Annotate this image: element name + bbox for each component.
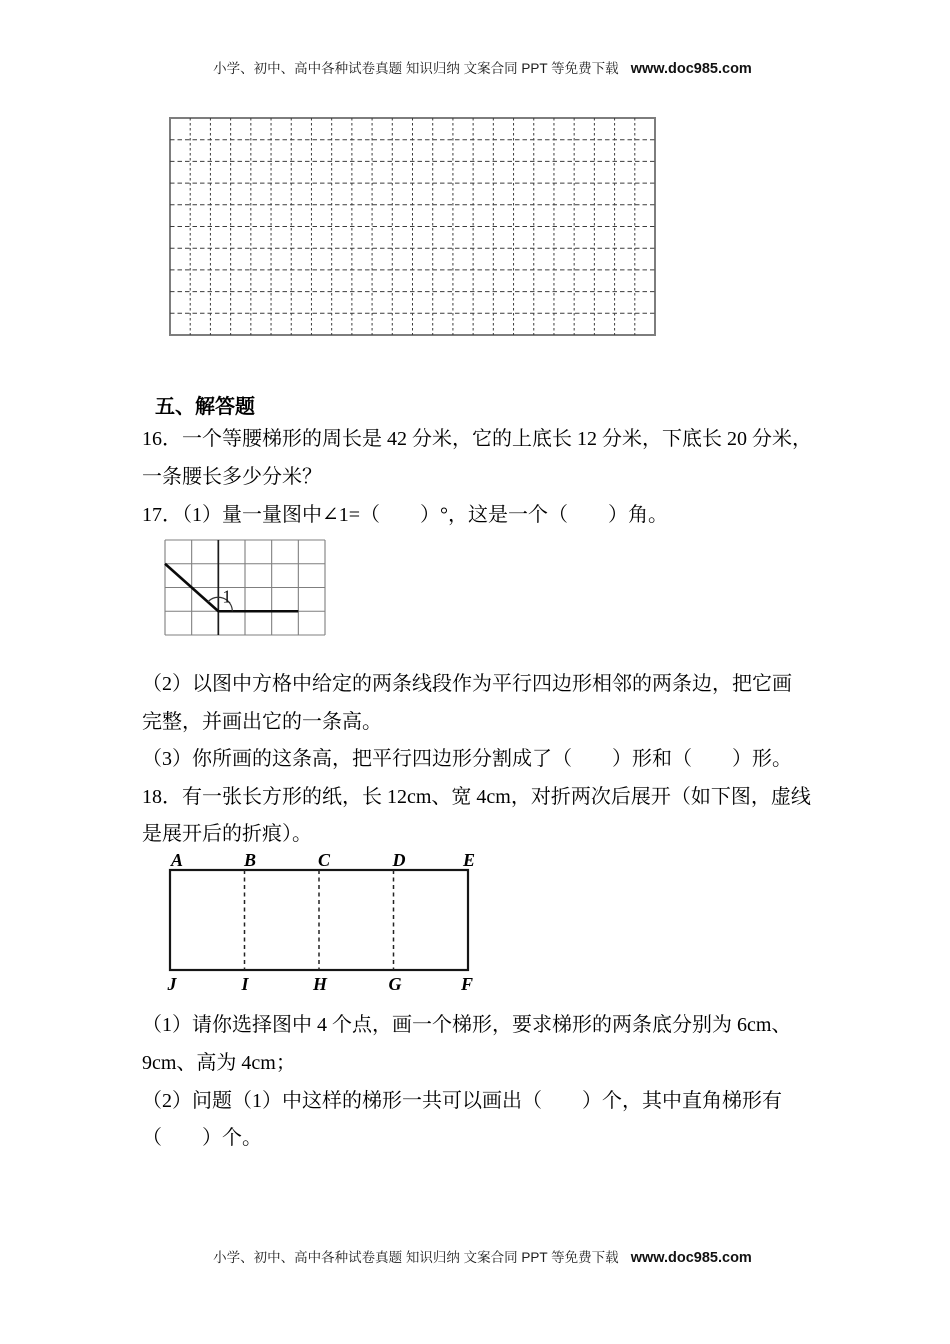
q18-part2-line1: （2）问题（1）中这样的梯形一共可以画出（ ）个，其中直角梯形有 xyxy=(142,1090,782,1112)
vertex-label-C: C xyxy=(317,850,331,870)
footer-text: 小学、初中、高中各种试卷真题 知识归纳 文案合同 PPT 等免费下载 xyxy=(213,1250,619,1265)
footer-site-link[interactable]: www.doc985.com xyxy=(630,1250,752,1266)
q17-part2-text-line1: （2）以图中方格中给定的两条线段作为平行四边形相邻的两条边，把它画 xyxy=(142,673,792,695)
q16-text-line2: 一条腰长多少分米？ xyxy=(142,466,322,488)
vertex-label-I: I xyxy=(241,974,249,994)
section-title: 五、解答题 xyxy=(155,396,255,418)
q17-part1-text: 17．（1）量一量图中∠1=（ ）°，这是一个（ ）角。 xyxy=(142,504,669,526)
vertex-label-A: A xyxy=(170,850,184,870)
q18-folded-rectangle-figure xyxy=(156,846,482,996)
q18-intro-line2: 是展开后的折痕）。 xyxy=(142,823,312,845)
q17-part2-text-line2: 完整，并画出它的一条高。 xyxy=(142,711,382,733)
vertex-label-F: F xyxy=(460,974,474,994)
q18-part2-line2: （ ）个。 xyxy=(142,1127,262,1149)
q17-part3-text: （3）你所画的这条高，把平行四边形分割成了（ ）形和（ ）形。 xyxy=(142,748,792,770)
header-site-link[interactable]: www.doc985.com xyxy=(630,61,752,77)
q16-text-line1: 16．一个等腰梯形的周长是 42 分米，它的上底长 12 分米，下底长 20 分米， xyxy=(142,428,812,450)
vertex-label-G: G xyxy=(388,974,402,994)
page-header xyxy=(0,42,950,92)
vertex-label-D: D xyxy=(392,850,406,870)
q18-part1-line1: （1）请你选择图中 4 个点，画一个梯形，要求梯形的两条底分别为 6cm、 xyxy=(142,1014,792,1036)
page-footer xyxy=(0,1231,950,1281)
q17-angle-grid-figure xyxy=(164,539,327,637)
vertex-label-E: E xyxy=(462,850,476,870)
q18-intro-line1: 18．有一张长方形的纸，长 12cm、宽 4cm，对折两次后展开（如下图，虚线 xyxy=(142,786,811,808)
vertex-label-B: B xyxy=(243,850,257,870)
answer-grid-figure xyxy=(169,117,656,336)
vertex-label-J: J xyxy=(167,974,177,994)
angle-label: 1 xyxy=(222,586,232,607)
vertex-label-H: H xyxy=(312,974,328,994)
header-text: 小学、初中、高中各种试卷真题 知识归纳 文案合同 PPT 等免费下载 xyxy=(213,61,619,76)
q18-part1-line2: 9cm、高为 4cm； xyxy=(142,1052,296,1074)
